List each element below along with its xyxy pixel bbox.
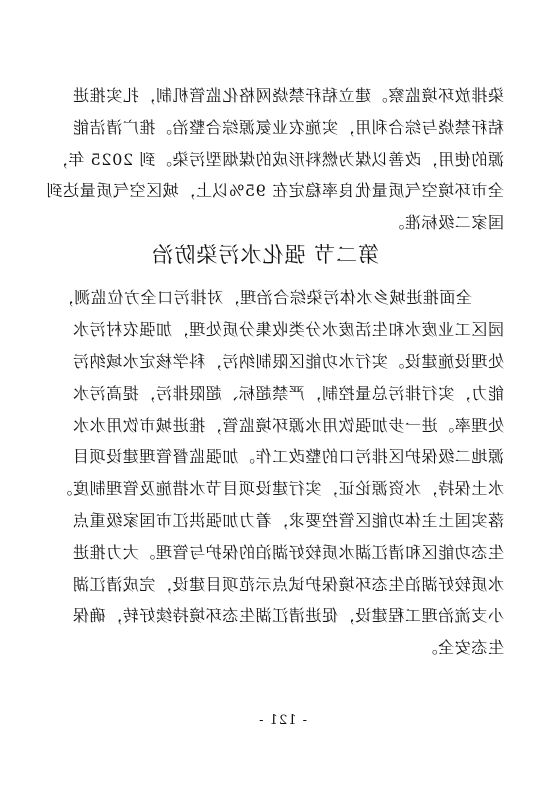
text-line-14: 生态功能区和清江湖水质较好湖泊的保护与管理。大力推进 bbox=[72, 543, 504, 562]
text-line-5: 国家二级标准。 bbox=[387, 213, 504, 232]
text-line-17: 生态安全。 bbox=[420, 638, 504, 657]
text-line-1: 染排放环境监察。建立秸秆禁烧网格化监管机制，扎实推进 bbox=[72, 86, 504, 105]
text-line-6: 全面推进城乡水体污染综合治理，对排污口全方位监测， bbox=[56, 288, 472, 307]
text-line-12: 水土保持，水资源论证，实行建设项目节水措施及管理制度。 bbox=[55, 479, 504, 498]
text-line-3: 源的使用，改善以煤为燃料形成的煤烟型污染。到 2025 年， bbox=[51, 150, 504, 169]
text-line-10: 处理率。进一步加强饮用水源环境监管，推进城市饮用水水 bbox=[72, 416, 504, 435]
text-line-9: 能力，实行排污总量控制，严禁超标、超限排污，提高污水 bbox=[72, 384, 504, 403]
text-line-2: 秸秆禁烧与综合利用，实施农业氨源综合整治。推广清洁能 bbox=[72, 118, 504, 137]
text-line-16: 小支流治理工程建设，促进清江湖生态环境持续好转，确保 bbox=[72, 606, 504, 625]
text-line-7: 园区工业废水和生活废水分类收集分质处理，加强农村污水 bbox=[72, 320, 504, 339]
text-line-8: 处理设施建设。实行水功能区限制纳污，科学核定水域纳污 bbox=[72, 352, 504, 371]
text-line-15: 水质较好湖泊生态环境保护试点示范项目建设，完成清江湖 bbox=[72, 575, 504, 594]
text-line-4: 全市环境空气质量优良率稳定在 95%以上，城区空气质量达到 bbox=[45, 181, 504, 200]
text-line-13: 落实国土主体功能区管控要求，着力加强洪江市国家级重点 bbox=[72, 511, 504, 530]
text-line-11: 源地二级保护区排污口的整改工作。加强监督管理建设项目 bbox=[72, 447, 504, 466]
page-number: - 121 - bbox=[258, 713, 307, 728]
section-title: 第二节 强化水污染防治 bbox=[151, 243, 379, 267]
